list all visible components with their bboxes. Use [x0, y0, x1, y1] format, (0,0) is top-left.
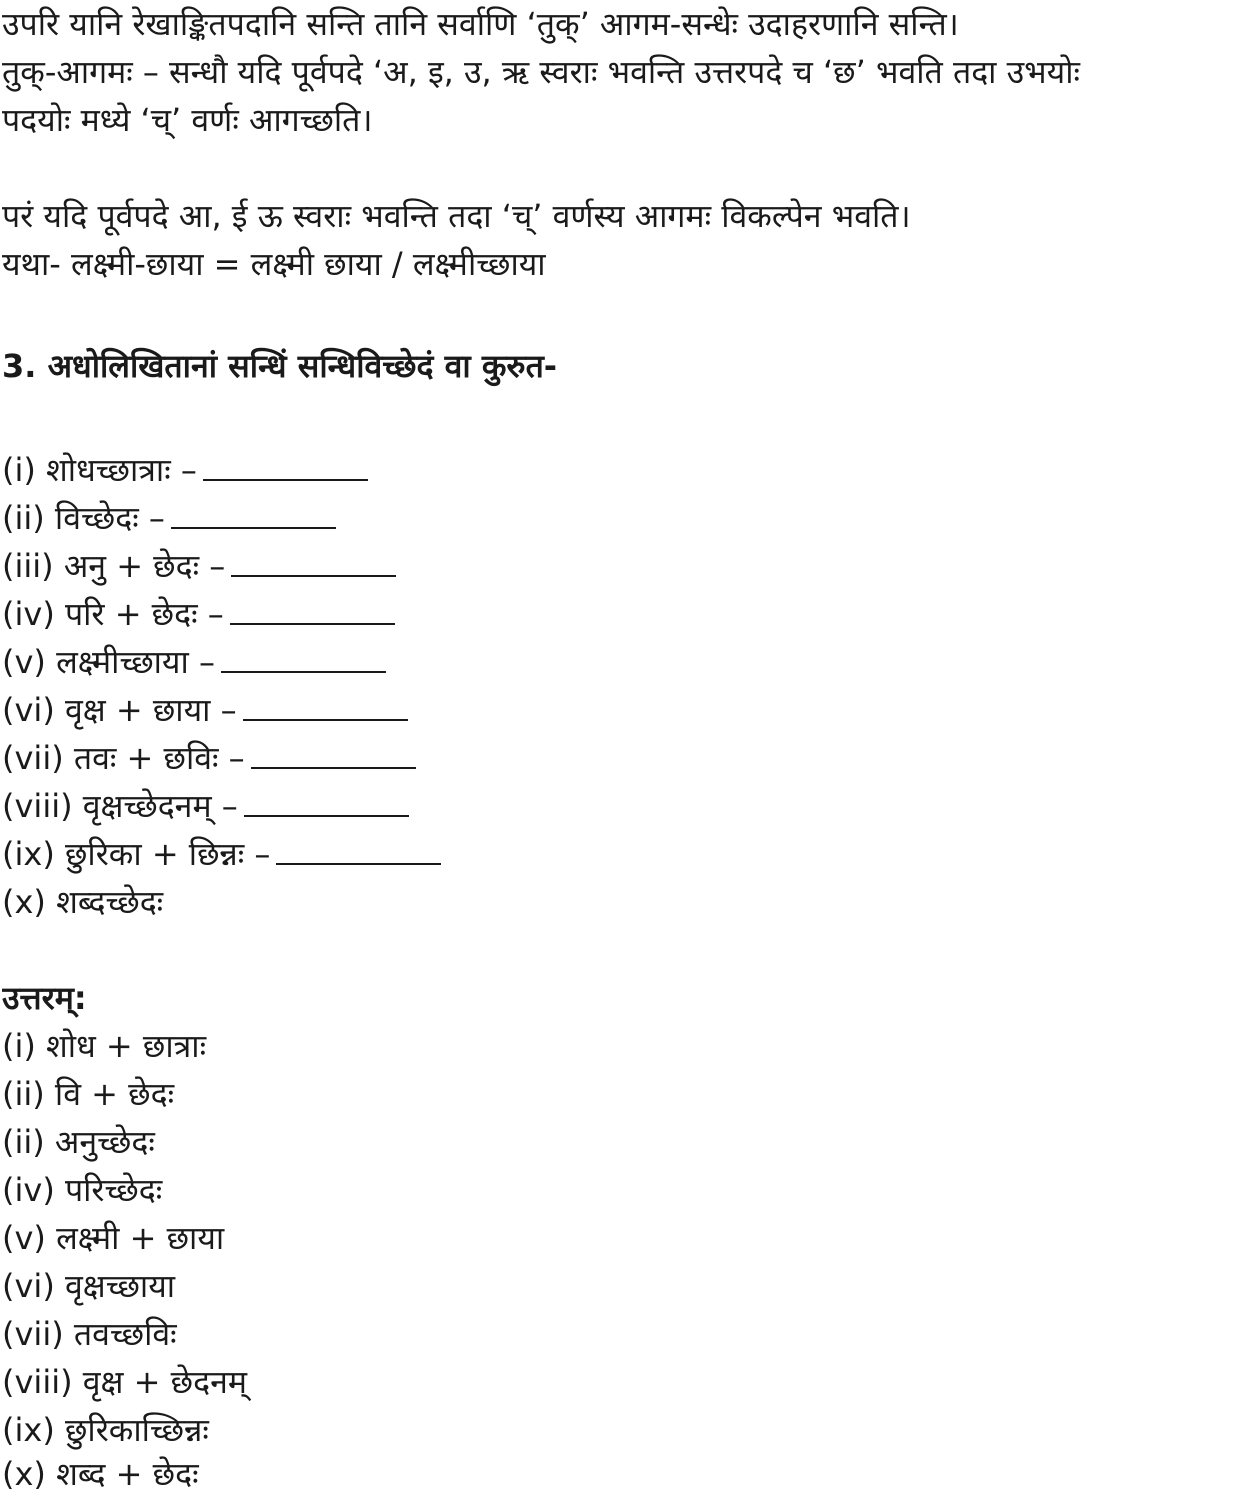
- question-item: [2, 638, 1253, 686]
- answer-item: (viii) वृक्ष + छेदनम्: [2, 1363, 247, 1401]
- question-item: [2, 446, 1253, 494]
- answer-blank: [244, 789, 409, 817]
- answer-blank: [221, 645, 386, 673]
- question-item: [2, 734, 1253, 782]
- question-item: [2, 590, 1253, 638]
- question-item: [2, 878, 1253, 926]
- intro-line-2: तुक्-आगमः – सन्धौ यदि पूर्वपदे ‘अ, इ, उ, ऋ स्वराः भवन्ति उत्तरपदे च ‘छ’ भवति तदा उभयोः: [2, 53, 1080, 91]
- question-item-text: (v) लक्ष्मीच्छाया –: [2, 643, 215, 681]
- question-item: [2, 542, 1253, 590]
- answer-blank: [231, 549, 396, 577]
- answer-item: (i) शोध + छात्राः: [2, 1027, 207, 1065]
- note-line-2: यथा- लक्ष्मी-छाया = लक्ष्मी छाया / लक्ष्मीच्छाया: [2, 245, 546, 283]
- question-item-text: (x) शब्दच्छेदः: [2, 883, 164, 921]
- answer-item: (ii) अनुच्छेदः: [2, 1123, 155, 1161]
- answer-blank: [171, 501, 336, 529]
- question-item: [2, 782, 1253, 830]
- question-item: [2, 686, 1253, 734]
- answer-blank: [251, 741, 416, 769]
- question-item-text: (i) शोधच्छात्राः –: [2, 451, 197, 489]
- answer-item: (ii) वि + छेदः: [2, 1075, 175, 1113]
- answer-item: (x) शब्द + छेदः: [2, 1455, 199, 1493]
- question-heading: 3. अधोलिखितानां सन्धिं सन्धिविच्छेदं वा कुरुत-: [2, 347, 558, 385]
- answer-blank: [230, 597, 395, 625]
- answer-item: (v) लक्ष्मी + छाया: [2, 1219, 225, 1257]
- answer-blank: [203, 453, 368, 481]
- question-item: [2, 830, 1253, 878]
- intro-line-3: पदयोः मध्ये ‘च्’ वर्णः आगच्छति।: [2, 101, 373, 139]
- question-item-text: (ii) विच्छेदः –: [2, 499, 165, 537]
- intro-line-1: उपरि यानि रेखाङ्कितपदानि सन्ति तानि सर्वाणि ‘तुक्’ आगम-सन्धेः उदाहरणानि सन्ति।: [2, 5, 959, 43]
- question-item-text: (vi) वृक्ष + छाया –: [2, 691, 237, 729]
- answer-blank: [243, 693, 408, 721]
- answer-item: (ix) छुरिकाच्छिन्नः: [2, 1411, 209, 1449]
- question-item-text: (iii) अनु + छेदः –: [2, 547, 226, 585]
- question-item: [2, 494, 1253, 542]
- answer-item: (vii) तवच्छविः: [2, 1315, 177, 1353]
- note-line-1: परं यदि पूर्वपदे आ, ई ऊ स्वराः भवन्ति तदा ‘च्’ वर्णस्य आगमः विकल्पेन भवति।: [2, 197, 911, 235]
- question-item-text: (vii) तवः + छविः –: [2, 739, 245, 777]
- answer-item: (vi) वृक्षच्छाया: [2, 1267, 176, 1305]
- answer-heading: उत्तरम्:: [2, 979, 87, 1017]
- question-item-text: (viii) वृक्षच्छेदनम् –: [2, 787, 238, 825]
- question-item-text: (iv) परि + छेदः –: [2, 595, 224, 633]
- answer-item: (iv) परिच्छेदः: [2, 1171, 163, 1209]
- question-item-text: (ix) छुरिका + छिन्नः –: [2, 835, 271, 873]
- answer-blank: [276, 837, 441, 865]
